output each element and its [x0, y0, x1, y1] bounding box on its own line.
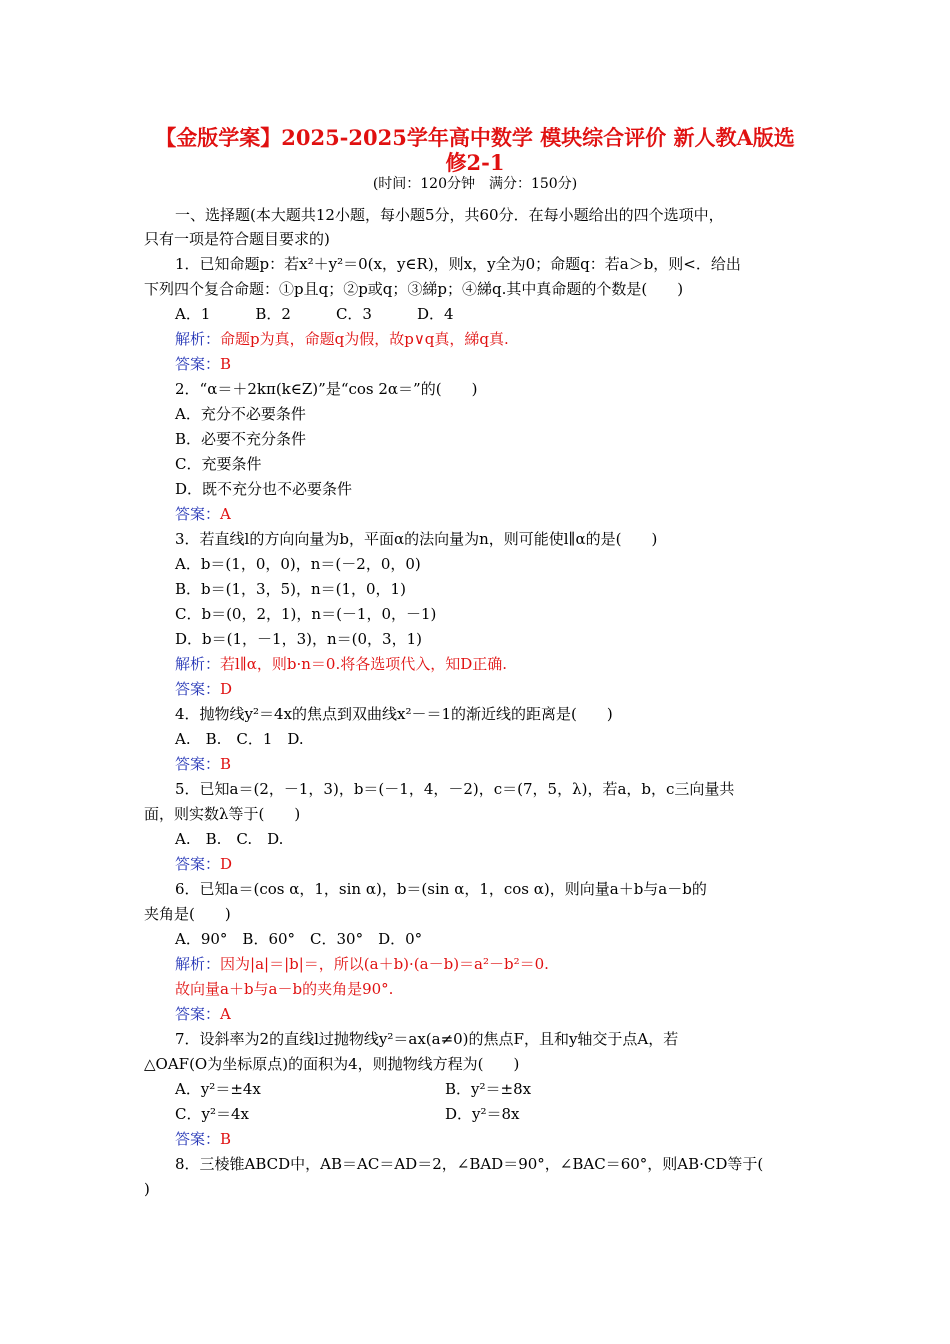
line-text: A．充分不必要条件 [175, 405, 306, 423]
line-text: 8．三棱锥ABCD中，AB＝AC＝AD＝2，∠BAD＝90°，∠BAC＝60°，则AB·CD等于( [175, 1155, 764, 1173]
text-line [175, 629, 422, 649]
line-text: 1．已知命题p：若x²＋y²＝0(x，y∈R)，则x，y全为0；命题q：若a＞b，则<．给出 [175, 255, 741, 273]
text-line [175, 304, 454, 324]
text-line [144, 229, 330, 249]
text-line [144, 904, 231, 924]
line-text: 3．若直线l的方向向量为b，平面α的法向量为n，则可能使l∥α的是( ) [175, 530, 658, 548]
answer-label: 答案： [175, 680, 221, 698]
line-text: A．y²＝±4x [175, 1080, 261, 1098]
answer-text: 命题p为真，命题q为假，故p∨q真，綈q真. [220, 330, 509, 348]
text-line [144, 1054, 519, 1074]
answer-text: D [220, 855, 233, 873]
text-line [175, 1154, 763, 1174]
answer-text: D [220, 680, 233, 698]
text-line [175, 1004, 231, 1024]
line-text: 7．设斜率为2的直线l过抛物线y²＝ax(a≠0)的焦点F，且和y轴交于点A，若 [175, 1030, 679, 1048]
text-line [175, 929, 422, 949]
text-line [175, 679, 232, 699]
line-text: C．y²＝4x [175, 1105, 249, 1123]
line-text: A．90° B．60° C．30° D．0° [175, 930, 423, 948]
text-line [175, 829, 283, 849]
text-line [175, 879, 707, 899]
text-line [175, 404, 306, 424]
answer-label: 答案： [175, 1130, 221, 1148]
text-line [144, 1179, 150, 1199]
text-line [175, 654, 507, 674]
text-line [175, 754, 231, 774]
text-line [175, 454, 261, 474]
line-text: 下列四个复合命题：①p且q；②p或q；③綈p；④綈q.其中真命题的个数是( ) [144, 280, 684, 298]
text-line [175, 429, 306, 449]
line-text: B．必要不充分条件 [175, 430, 307, 448]
line-text: 面，则实数λ等于( ) [144, 805, 301, 823]
answer-label: 答案： [175, 855, 221, 873]
text-line [175, 529, 657, 549]
answer-label: 答案： [175, 1005, 221, 1023]
exam-meta: (时间：120分钟 满分：150分) [372, 176, 578, 192]
line-text: ) [144, 1180, 150, 1198]
text-line [175, 1029, 678, 1049]
line-text: D．b＝(1，－1，3)，n＝(0，3，1) [175, 630, 422, 648]
line-text: △OAF(O为坐标原点)的面积为4，则抛物线方程为( ) [144, 1055, 520, 1073]
line-text: 2．“α＝＋2kπ(k∈Z)”是“cos 2α＝”的( ) [175, 380, 478, 398]
line-text: A．b＝(1，0，0)，n＝(－2，0，0) [175, 555, 421, 573]
line-text: 夹角是( ) [144, 905, 231, 923]
line-text: D．既不充分也不必要条件 [175, 480, 353, 498]
line-text: C．充要条件 [175, 455, 262, 473]
line-text: 6．已知a＝(cos α，1，sin α)，b＝(sin α，1，cos α)，则向量a＋b与a－b的 [175, 880, 707, 898]
text-line [144, 804, 300, 824]
answer-text: 故向量a＋b与a－b的夹角是90°. [175, 980, 394, 998]
document-title-line2: 修2-1 [445, 150, 505, 175]
option-column-2: B．y²＝±8x [445, 1080, 532, 1098]
answer-text: A [220, 1005, 231, 1023]
line-text: A. B. C. D. [175, 830, 284, 848]
text-line [175, 205, 724, 225]
text-line [175, 354, 231, 374]
line-text: C．b＝(0，2，1)，n＝(－1，0，－1) [175, 605, 437, 623]
text-line [144, 279, 683, 299]
line-text: B．b＝(1，3，5)，n＝(1，0，1) [175, 580, 406, 598]
document-title-line1: 【金版学案】2025-2025学年高中数学 模块综合评价 新人教A版选 [155, 125, 795, 150]
text-line [175, 554, 421, 574]
line-text: 5．已知a＝(2，－1，3)，b＝(－1，4，－2)，c＝(7，5，λ)，若a，b，c三向量共 [175, 780, 735, 798]
answer-label: 答案： [175, 355, 221, 373]
text-line [175, 329, 509, 349]
text-line [175, 779, 734, 799]
text-line [175, 979, 393, 999]
answer-text: B [220, 1130, 232, 1148]
line-text: 一、选择题(本大题共12小题，每小题5分，共60分．在每小题给出的四个选项中， [175, 206, 724, 224]
answer-text: 若l∥α，则b·n＝0.将各选项代入，知D正确. [220, 655, 508, 673]
text-line [175, 379, 477, 399]
text-line [175, 854, 232, 874]
answer-text: A [220, 505, 231, 523]
text-line [175, 1129, 231, 1149]
answer-text: 因为|a|＝|b|＝，所以(a＋b)·(a－b)＝a²－b²＝0. [220, 955, 549, 973]
line-text: A. B. C．1 D. [175, 730, 304, 748]
line-text: 4．抛物线y²＝4x的焦点到双曲线x²－＝1的渐近线的距离是( ) [175, 705, 613, 723]
answer-label: 解析： [175, 955, 221, 973]
text-line [175, 729, 304, 749]
text-line [175, 254, 741, 274]
answer-label: 答案： [175, 755, 221, 773]
text-line [175, 479, 352, 499]
line-text: A．1 B．2 C．3 D．4 [175, 305, 454, 323]
text-line [175, 1079, 261, 1099]
answer-label: 解析： [175, 655, 221, 673]
text-line [175, 1104, 249, 1124]
text-line [175, 504, 231, 524]
text-line [175, 954, 549, 974]
text-line [175, 704, 613, 724]
answer-label: 答案： [175, 505, 221, 523]
text-line [175, 604, 436, 624]
option-column-2: D．y²＝8x [445, 1105, 520, 1123]
answer-text: B [220, 755, 232, 773]
text-line [175, 579, 406, 599]
answer-label: 解析： [175, 330, 221, 348]
answer-text: B [220, 355, 232, 373]
line-text: 只有一项是符合题目要求的) [144, 230, 330, 248]
